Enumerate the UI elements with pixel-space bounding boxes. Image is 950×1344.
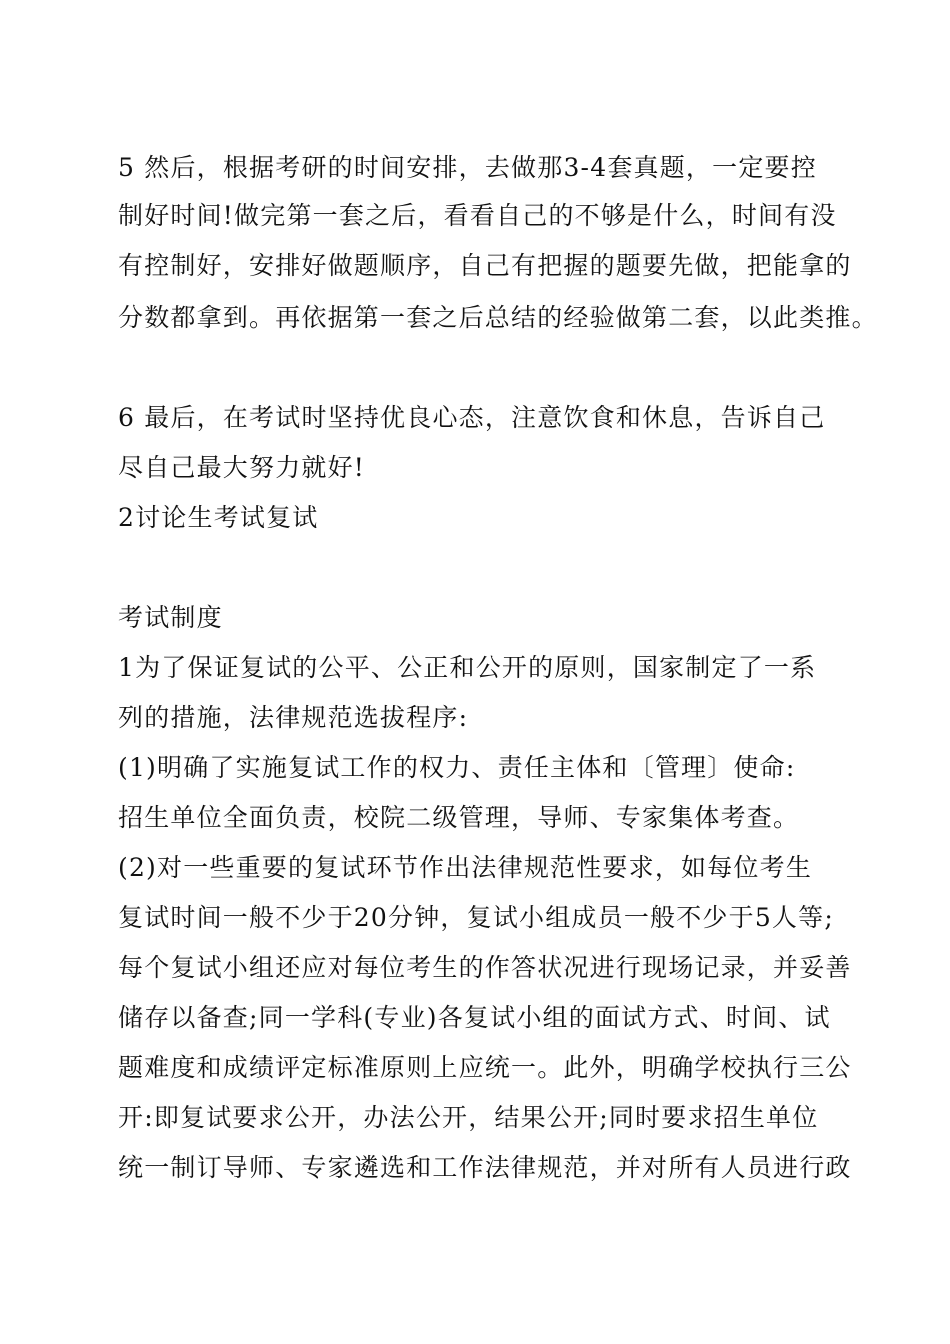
text-line: 题难度和成绩评定标准原则上应统一。此外，明确学校执行三公 [118, 1053, 852, 1082]
text-line: 尽自己最大努力就好! [118, 453, 366, 482]
text-line: 列的措施，法律规范选拔程序: [118, 703, 469, 732]
text-line: 统一制订导师、专家遴选和工作法律规范，并对所有人员进行政 [118, 1153, 852, 1182]
text-line: 分数都拿到。再依据第一套之后总结的经验做第二套，以此类推。 [118, 303, 878, 332]
text-line: 复试时间一般不少于20分钟，复试小组成员一般不少于5人等; [118, 903, 834, 932]
text-line: 开:即复试要求公开，办法公开，结果公开;同时要求招生单位 [118, 1103, 819, 1132]
text-line: 招生单位全面负责，校院二级管理，导师、专家集体考查。 [118, 803, 800, 832]
text-line: 有控制好，安排好做题顺序，自己有把握的题要先做，把能拿的 [118, 251, 852, 280]
text-line: 6 最后，在考试时坚持优良心态，注意饮食和休息，告诉自己 [118, 403, 826, 432]
text-line: (2)对一些重要的复试环节作出法律规范性要求，如每位考生 [118, 853, 813, 882]
section-heading: 2讨论生考试复试 [118, 503, 319, 532]
text-line: (1)明确了实施复试工作的权力、责任主体和〔管理〕使命: [118, 753, 796, 782]
text-line: 每个复试小组还应对每位考生的作答状况进行现场记录，并妥善 [118, 953, 852, 982]
text-line: 制好时间!做完第一套之后，看看自己的不够是什么，时间有没 [118, 201, 837, 230]
text-line: 1为了保证复试的公平、公正和公开的原则，国家制定了一系 [118, 653, 817, 682]
text-line: 5 然后，根据考研的时间安排，去做那3-4套真题，一定要控 [118, 153, 817, 182]
subsection-heading: 考试制度 [118, 603, 223, 632]
text-line: 储存以备查;同一学科(专业)各复试小组的面试方式、时间、试 [118, 1003, 831, 1032]
